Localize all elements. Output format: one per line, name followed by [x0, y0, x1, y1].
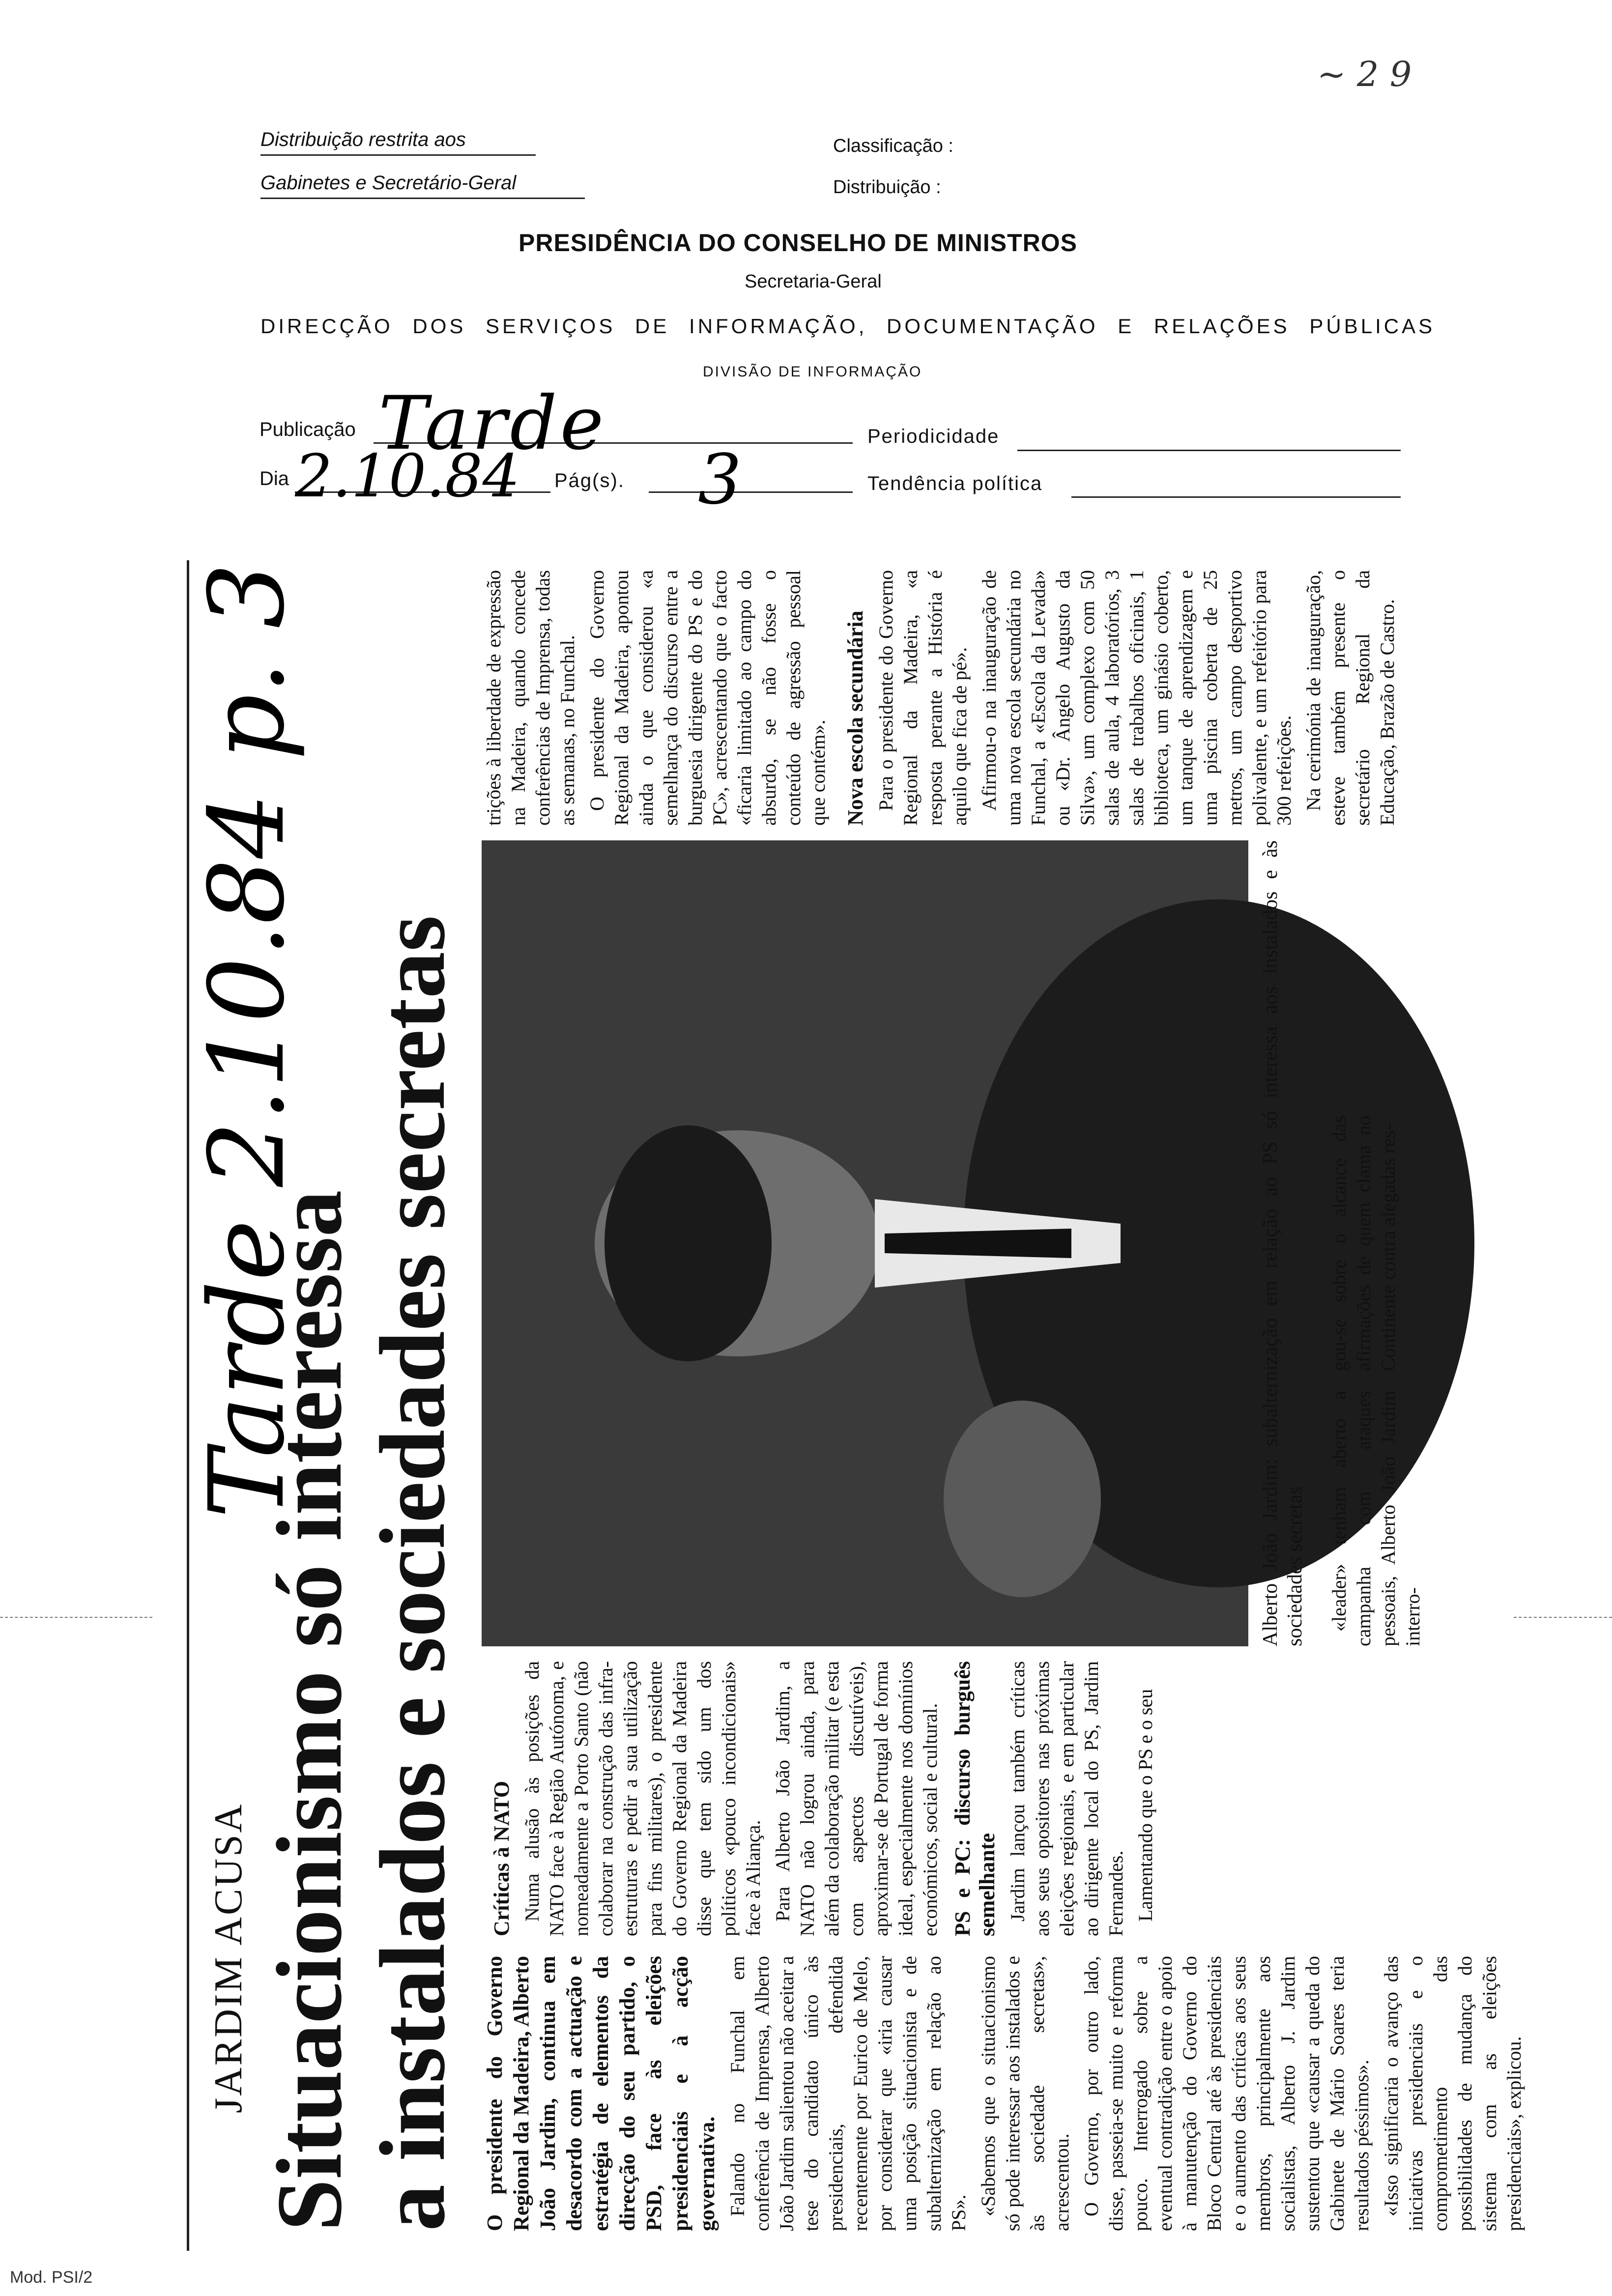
classification-label: Classificação :: [833, 136, 953, 156]
distribution-label: Distribuição :: [833, 177, 941, 198]
article-paragraph: «leader» tenham aberto a campanha com ataques pessoais, Alberto João Jardim interro-: [1328, 1391, 1424, 1646]
presidency-title: PRESIDÊNCIA DO CONSELHO DE MINISTROS: [518, 229, 1078, 257]
margin-mark: [1514, 1617, 1612, 1618]
section-heading-school: Nova escola secundária: [843, 610, 867, 826]
article-lead: O presidente do Governo Regional da Madeira, Alberto João Jardim, continua em desacordo com a actuação e estratégia de elementos da direcção do seu partido, o PSD, face às eleições presidenciais e à acção governativa.: [483, 1956, 719, 2231]
article-paragraph: O presidente do Governo Regional da Madeira, apontou ainda o que considerou «a semelhança do discurso entre a burguesia dirigente do PS e do PC», acrescentando que o facto «ficaria limitado ao campo do absurdo, se não fosse o conteúdo de agressão pessoal que contém».: [586, 570, 829, 826]
political-tendency-field-line: [1071, 496, 1401, 498]
article-column-2: [482, 1661, 1391, 1936]
restricted-distribution-line-2: Gabinetes e Secretário-Geral: [260, 172, 517, 194]
margin-mark: [0, 1617, 152, 1618]
publication-label: Publicação: [259, 419, 356, 440]
article-paragraph: «Sabemos que o situacionismo só pode interessar aos instalados e às sociedade secretas», acrescentou.: [977, 1956, 1073, 2231]
publication-handwritten: Tarde: [378, 381, 607, 466]
article-paragraph: gou-se sobre o alcance das afirmações de quem clama no Continente contra alegadas res-: [1328, 1116, 1399, 1371]
corner-handwriting: ~ 2 9: [1317, 54, 1412, 94]
divider: [260, 198, 585, 199]
article-headline-line-2: a instalados e sociedades secretas: [361, 915, 464, 2231]
section-heading-nato: Críticas à NATO: [489, 1780, 514, 1936]
pages-field-line: [649, 491, 853, 493]
article-paragraph: Na cerimónia de inauguração, esteve também presente o secretário Regional da Educação, Brazão de Castro.: [1302, 570, 1398, 826]
divider: [260, 154, 536, 156]
day-label: Dia: [259, 468, 289, 489]
division-title: DIVISÃO DE INFORMAÇÃO: [703, 364, 922, 380]
section-heading-ps-pc: PS e PC: discurso burguês semelhante: [950, 1661, 999, 1936]
article-paragraph: Jardim lançou também críticas aos seus opositores nas próximas eleições regionais, e em particular ao dirigente local do PS, Jardim Fernandes.: [1007, 1661, 1127, 1936]
article-column-1: [482, 1956, 1525, 2231]
restricted-distribution-line-1: Distribuição restrita aos: [260, 129, 466, 150]
pages-label: Pág(s).: [554, 470, 625, 491]
article-kicker: JARDIM ACUSA: [207, 1802, 250, 2113]
newspaper-clipping: [187, 555, 1525, 2231]
article-headline-line-1: Situacionismo só interessa: [258, 1190, 361, 2231]
article-column-5: [835, 570, 1415, 826]
article-paragraph: Numa alusão às posições da NATO face à Região Autónoma, e nomeadamente a Porto Santo (não colaborar na construção das infra-estruturas e pedir a sua utilização para fins militares), o presidente do Governo Regional da Madeira disse que tem sido um dos políticos «pouco incondicionais» face à Aliança.: [521, 1661, 764, 1936]
article-paragraph: O Governo, por outro lado, disse, passeia-se muito e reforma pouco. Interrogado sobre a eventual contradição entre o apoio à manutenção do Governo do Bloco Central até às presidenciais e o aumento das críticas aos seus membros, principalmente aos socialistas, Alberto J. Jardim sustentou que «causar a queda do Gabinete de Mário Soares teria resultados péssimos».: [1080, 1956, 1373, 2231]
secretariat-title: Secretaria-Geral: [745, 271, 882, 292]
article-paragraph: Falando no Funchal em conferência de Imprensa, Alberto João Jardim salientou não aceitar a tese do candidato único às presidenciais, defendida recentemente por Eurico de Melo, por considerar que «iria causar uma posição situacionista e de subalternização em relação ao PS».: [726, 1956, 970, 2231]
article-paragraph: Para Alberto João Jardim, a NATO não logrou ainda, para além da colaboração militar (e esta com aspectos discutíveis), aproximar-se de Portugal de forma ideal, especialmente nos domínios económicos, social e cultural.: [772, 1661, 941, 1936]
periodicity-field-line: [1017, 450, 1401, 451]
article-column-3: [1327, 1391, 1424, 1646]
periodicity-label: Periodicidade: [867, 426, 1000, 447]
margin-handwritten-note: Tarde 2.10.84 p. 3: [187, 563, 307, 1519]
day-handwritten: 2.10.84: [295, 442, 520, 511]
political-tendency-label: Tendência política: [867, 473, 1043, 494]
article-column-3b: [1327, 1116, 1415, 1371]
article-paragraph: Afirmou-o na inauguração de uma nova escola secundária no Funchal, a «Escola da Levada» ou «Dr. Ângelo Augusto da Silva», um complexo com 50 salas de aula, 4 laboratórios, 3 salas de trabalhos oficinais, 1 biblioteca, um ginásio coberto, um tanque de aprendizagem e uma piscina coberta de 25 metros, um campo desportivo polivalente, e um refeitório para 300 refeições.: [978, 570, 1295, 826]
article-column-4: [482, 570, 829, 826]
directorate-title: DIRECÇÃO DOS SERVIÇOS DE INFORMAÇÃO, DOCUMENTAÇÃO E RELAÇÕES PÚBLICAS: [260, 315, 1436, 338]
article-paragraph: Lamentando que o PS e o seu: [1134, 1689, 1156, 1922]
form-code: Mod. PSI/2: [10, 2268, 93, 2287]
photo-caption: Alberto João Jardim: subalternização em relação ao PS só interessa aos instalados e às sociedades secretas: [1259, 840, 1306, 1646]
article-paragraph: Para o presidente do Governo Regional da Madeira, «a resposta perante a História é aquilo que fica de pé».: [875, 570, 971, 826]
pages-handwritten: 3: [698, 440, 742, 520]
article-paragraph: trições à liberdade de expressão na Madeira, quando concede conferências de Imprensa, todas as semanas, no Funchal.: [483, 570, 578, 826]
portrait-photo-illustration: [482, 840, 1248, 1646]
article-photo: [482, 840, 1248, 1646]
article-paragraph: «Isso significaria o avanço das iniciativas presidenciais e o comprometimento das possibilidades de mudança do sistema com as eleições presidenciais», explicou.: [1380, 1956, 1525, 2231]
